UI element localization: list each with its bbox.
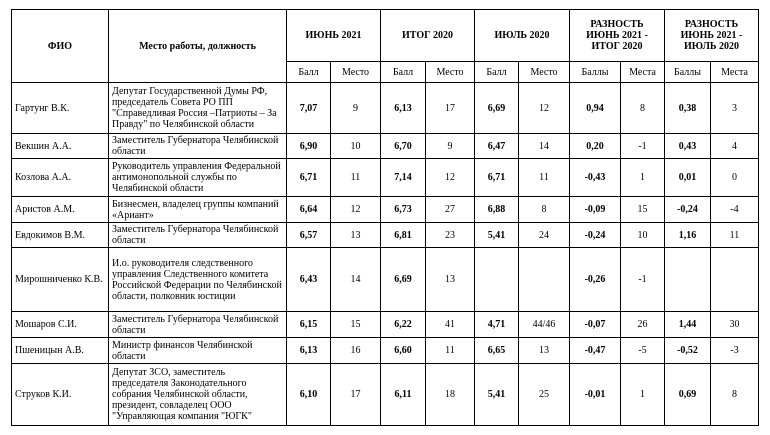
diff1-score: -0,07 (570, 312, 621, 338)
diff1-score: -0,47 (570, 338, 621, 364)
diff1-place: 26 (621, 312, 665, 338)
total-2020-place: 9 (426, 134, 475, 159)
total-2020-place: 23 (426, 223, 475, 248)
june-2021-score: 7,07 (287, 83, 331, 134)
july-2020-score: 5,41 (475, 223, 519, 248)
diff1-place: -5 (621, 338, 665, 364)
diff2-score: 0,01 (665, 159, 711, 197)
header-diff-june21-july20: РАЗНОСТЬ ИЮНЬ 2021 - ИЮЛЬ 2020 (665, 10, 759, 62)
header-fio: ФИО (12, 10, 109, 83)
person-name: Пшеницын А.В. (12, 338, 109, 364)
person-name: Струков К.И. (12, 364, 109, 426)
june-2021-place: 15 (331, 312, 381, 338)
total-2020-score: 6,81 (381, 223, 426, 248)
july-2020-place: 24 (519, 223, 570, 248)
diff2-place: -3 (711, 338, 759, 364)
person-job: Заместитель Губернатора Челябинской области (109, 223, 287, 248)
june-2021-place: 14 (331, 248, 381, 312)
july-2020-place: 11 (519, 159, 570, 197)
diff2-score: 1,44 (665, 312, 711, 338)
diff2-place: 30 (711, 312, 759, 338)
subheader-places: Места (621, 62, 665, 83)
diff1-score: -0,26 (570, 248, 621, 312)
diff2-score: 0,43 (665, 134, 711, 159)
header-total-2020: ИТОГ 2020 (381, 10, 475, 62)
total-2020-place: 18 (426, 364, 475, 426)
person-job: Депутат ЗСО, заместитель председателя Законодательного собрания Челябинской области, президент, совладелец ООО "Управляющая компания "ЮГК" (109, 364, 287, 426)
person-name: Векшин А.А. (12, 134, 109, 159)
person-job: Руководитель управления Федеральной антимонопольной службы по Челябинской области (109, 159, 287, 197)
july-2020-place (519, 248, 570, 312)
diff2-place: 3 (711, 83, 759, 134)
total-2020-place: 13 (426, 248, 475, 312)
diff2-score (665, 248, 711, 312)
total-2020-score: 6,70 (381, 134, 426, 159)
july-2020-place: 12 (519, 83, 570, 134)
diff1-score: -0,43 (570, 159, 621, 197)
total-2020-place: 11 (426, 338, 475, 364)
june-2021-score: 6,90 (287, 134, 331, 159)
diff1-place: 1 (621, 364, 665, 426)
subheader-ball: Балл (287, 62, 331, 83)
table-row (12, 134, 759, 159)
person-name: Мирошниченко К.В. (12, 248, 109, 312)
diff2-score: 0,69 (665, 364, 711, 426)
person-job: Депутат Государственной Думы РФ, председатель Совета РО ПП "Справедливая Россия –Патриоты – За Правду" по Челябинской области (109, 83, 287, 134)
ranking-table (11, 9, 759, 426)
june-2021-place: 17 (331, 364, 381, 426)
july-2020-score: 5,41 (475, 364, 519, 426)
person-job: Министр финансов Челябинской области (109, 338, 287, 364)
subheader-place: Место (519, 62, 570, 83)
diff1-place: -1 (621, 248, 665, 312)
june-2021-place: 9 (331, 83, 381, 134)
header-job: Место работы, должность (109, 10, 287, 83)
diff2-place (711, 248, 759, 312)
person-name: Гартунг В.К. (12, 83, 109, 134)
subheader-place: Место (426, 62, 475, 83)
june-2021-score: 6,15 (287, 312, 331, 338)
table-row (12, 248, 759, 312)
table-row (12, 312, 759, 338)
total-2020-place: 17 (426, 83, 475, 134)
july-2020-place: 44/46 (519, 312, 570, 338)
table-row (12, 197, 759, 223)
total-2020-score: 6,69 (381, 248, 426, 312)
total-2020-score: 6,22 (381, 312, 426, 338)
diff1-place: 10 (621, 223, 665, 248)
june-2021-place: 11 (331, 159, 381, 197)
header-june-2021: ИЮНЬ 2021 (287, 10, 381, 62)
diff2-score: -0,24 (665, 197, 711, 223)
diff2-place: 8 (711, 364, 759, 426)
person-job: Заместитель Губернатора Челябинской области (109, 312, 287, 338)
total-2020-score: 6,13 (381, 83, 426, 134)
june-2021-score: 6,10 (287, 364, 331, 426)
total-2020-place: 27 (426, 197, 475, 223)
total-2020-score: 6,73 (381, 197, 426, 223)
july-2020-score: 6,47 (475, 134, 519, 159)
header-diff-june21-total20: РАЗНОСТЬ ИЮНЬ 2021 - ИТОГ 2020 (570, 10, 665, 62)
table-row (12, 338, 759, 364)
subheader-places: Места (711, 62, 759, 83)
person-name: Аристов А.М. (12, 197, 109, 223)
person-name: Евдокимов В.М. (12, 223, 109, 248)
total-2020-score: 7,14 (381, 159, 426, 197)
june-2021-place: 10 (331, 134, 381, 159)
header-july-2020: ИЮЛЬ 2020 (475, 10, 570, 62)
person-name: Мошаров С.И. (12, 312, 109, 338)
june-2021-place: 16 (331, 338, 381, 364)
diff2-place: 4 (711, 134, 759, 159)
june-2021-score: 6,43 (287, 248, 331, 312)
diff2-score: 1,16 (665, 223, 711, 248)
june-2021-score: 6,57 (287, 223, 331, 248)
july-2020-score: 6,65 (475, 338, 519, 364)
table-row (12, 364, 759, 426)
june-2021-score: 6,64 (287, 197, 331, 223)
diff2-place: -4 (711, 197, 759, 223)
diff1-place: 15 (621, 197, 665, 223)
diff1-place: 1 (621, 159, 665, 197)
july-2020-score: 6,88 (475, 197, 519, 223)
diff1-score: -0,09 (570, 197, 621, 223)
june-2021-place: 13 (331, 223, 381, 248)
diff1-score: 0,94 (570, 83, 621, 134)
subheader-balls: Баллы (570, 62, 621, 83)
total-2020-place: 41 (426, 312, 475, 338)
july-2020-place: 8 (519, 197, 570, 223)
diff1-score: -0,24 (570, 223, 621, 248)
diff1-place: 8 (621, 83, 665, 134)
july-2020-place: 14 (519, 134, 570, 159)
july-2020-place: 13 (519, 338, 570, 364)
june-2021-place: 12 (331, 197, 381, 223)
person-job: И.о. руководителя следственного управления Следственного комитета Российской Федерации по Челябинской области, полковник юстиции (109, 248, 287, 312)
diff1-score: 0,20 (570, 134, 621, 159)
table-row (12, 159, 759, 197)
diff2-place: 0 (711, 159, 759, 197)
july-2020-place: 25 (519, 364, 570, 426)
july-2020-score (475, 248, 519, 312)
diff1-score: -0,01 (570, 364, 621, 426)
person-job: Бизнесмен, владелец группы компаний «Ариант» (109, 197, 287, 223)
diff2-score: -0,52 (665, 338, 711, 364)
total-2020-place: 12 (426, 159, 475, 197)
subheader-place: Место (331, 62, 381, 83)
july-2020-score: 4,71 (475, 312, 519, 338)
diff2-score: 0,38 (665, 83, 711, 134)
total-2020-score: 6,60 (381, 338, 426, 364)
person-job: Заместитель Губернатора Челябинской области (109, 134, 287, 159)
table-row (12, 223, 759, 248)
july-2020-score: 6,69 (475, 83, 519, 134)
subheader-balls: Баллы (665, 62, 711, 83)
diff2-place: 11 (711, 223, 759, 248)
table-row (12, 83, 759, 134)
total-2020-score: 6,11 (381, 364, 426, 426)
subheader-ball: Балл (381, 62, 426, 83)
diff1-place: -1 (621, 134, 665, 159)
person-name: Козлова А.А. (12, 159, 109, 197)
july-2020-score: 6,71 (475, 159, 519, 197)
subheader-ball: Балл (475, 62, 519, 83)
june-2021-score: 6,71 (287, 159, 331, 197)
june-2021-score: 6,13 (287, 338, 331, 364)
ranking-table-wrap (11, 9, 759, 426)
